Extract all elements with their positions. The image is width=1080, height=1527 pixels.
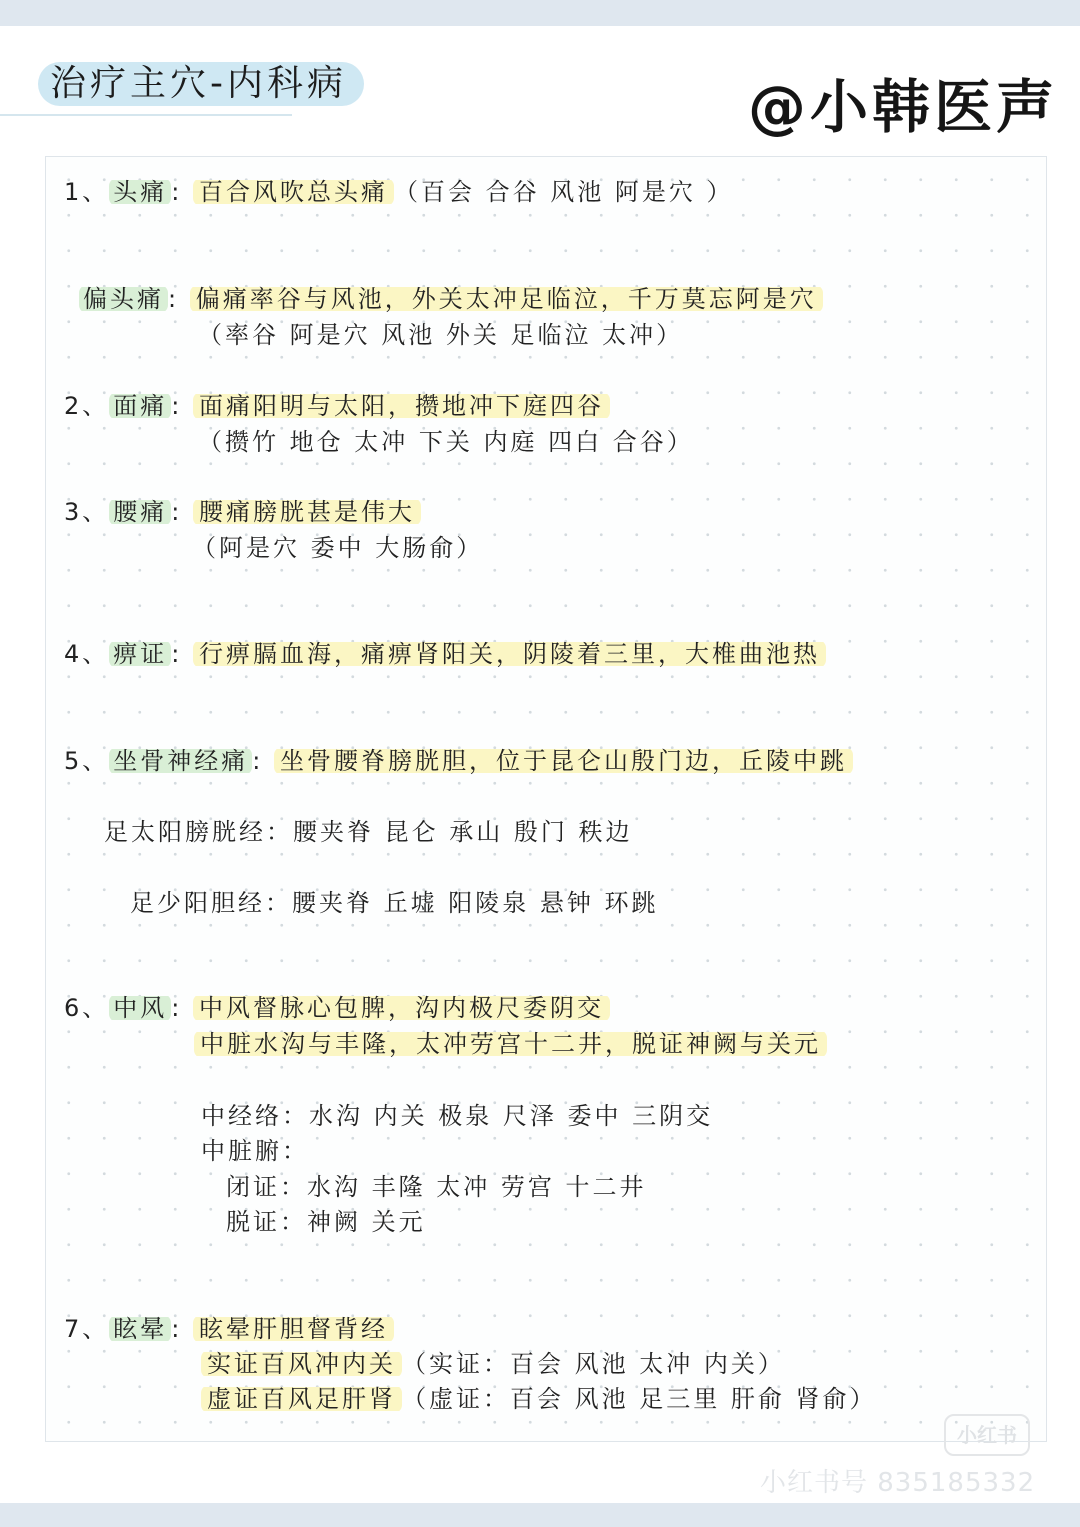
section-lumbago	[64, 495, 421, 529]
title-block	[38, 58, 347, 110]
condition-name: 面痛	[109, 392, 171, 420]
mnemonic-line	[201, 1382, 877, 1416]
mnemonic: 实证百风冲内关	[201, 1350, 402, 1378]
dotted-note-paper	[45, 156, 1047, 1442]
colon: :	[171, 1315, 183, 1343]
top-band	[0, 0, 1080, 26]
colon: :	[171, 640, 183, 668]
section-facial-pain	[64, 389, 610, 423]
mnemonic: 眩晕肝胆督背经	[193, 1315, 394, 1343]
mnemonic: 百合风吹总头痛	[193, 178, 394, 206]
acupoints: （虚证：百会 风池 足三里 肝俞 肾俞）	[402, 1385, 877, 1413]
acupoints: （实证：百会 风池 太冲 内关）	[402, 1350, 785, 1378]
page-title: 治疗主穴-内科病	[50, 63, 347, 104]
mnemonic: 行痹膈血海，痛痹肾阳关，阴陵着三里，大椎曲池热	[193, 640, 826, 668]
section-headache	[64, 175, 734, 209]
colon: :	[171, 392, 183, 420]
colon: :	[168, 285, 180, 313]
section-number: 6、	[64, 994, 110, 1022]
meridian-line: 足少阳胆经：腰夹脊 丘墟 阳陵泉 悬钟 环跳	[130, 889, 659, 917]
sub-line: 闭证：水沟 丰隆 太冲 劳宫 十二井	[226, 1173, 647, 1201]
mnemonic: 中风督脉心包脾，沟内极尺委阴交	[193, 994, 610, 1022]
colon: :	[171, 498, 183, 526]
condition-name: 坐骨神经痛	[109, 747, 252, 775]
sub-line: 中经络：水沟 内关 极泉 尺泽 委中 三阴交	[201, 1102, 714, 1130]
watermark-logo: 小红书	[944, 1414, 1030, 1456]
section-bi-syndrome	[64, 637, 826, 671]
acupoints: （阿是穴 委中 大肠俞）	[192, 534, 484, 562]
mnemonic: 虚证百风足肝肾	[201, 1385, 402, 1413]
section-number: 5、	[64, 747, 110, 775]
watermark-id: 小红书号 835185332	[760, 1468, 1036, 1498]
mnemonic: 面痛阳明与太阳，攒地冲下庭四谷	[193, 392, 610, 420]
acupoints: （百会 合谷 风池 阿是穴 ）	[394, 178, 734, 206]
mnemonic-line	[201, 1347, 785, 1381]
sub-line: 中脏腑：	[201, 1137, 309, 1165]
colon: :	[171, 994, 183, 1022]
condition-name: 痹证	[109, 640, 171, 668]
section-number: 7、	[64, 1315, 110, 1343]
section-vertigo	[64, 1312, 394, 1346]
condition-name: 中风	[109, 994, 171, 1022]
mnemonic-line	[194, 1027, 827, 1061]
mnemonic: 腰痛膀胱甚是伟大	[193, 498, 421, 526]
section-number: 4、	[64, 640, 110, 668]
section-number: 2、	[64, 392, 110, 420]
meridian-line: 足太阳膀胱经：腰夹脊 昆仑 承山 殷门 秩边	[104, 818, 633, 846]
colon: :	[171, 178, 183, 206]
acupoints: （率谷 阿是穴 风池 外关 足临泣 太冲）	[198, 321, 684, 349]
condition-name: 头痛	[109, 178, 171, 206]
mnemonic: 中脏水沟与丰隆，太冲劳宫十二井，脱证神阙与关元	[194, 1030, 827, 1058]
section-stroke	[64, 991, 610, 1025]
section-number: 1、	[64, 178, 110, 206]
mnemonic: 坐骨腰脊膀胱胆，位于昆仑山殷门边，丘陵中跳	[274, 747, 853, 775]
mnemonic: 偏痛率谷与风池，外关太冲足临泣，千万莫忘阿是穴	[190, 285, 823, 313]
title-underline	[0, 114, 292, 116]
bottom-band	[0, 1503, 1080, 1527]
condition-name: 眩晕	[109, 1315, 171, 1343]
acupoints: （攒竹 地仓 太冲 下关 内庭 四白 合谷）	[198, 428, 694, 456]
sub-line: 脱证：神阙 关元	[226, 1208, 426, 1236]
condition-name: 腰痛	[109, 498, 171, 526]
section-number: 3、	[64, 498, 110, 526]
condition-name: 偏头痛	[79, 285, 168, 313]
author-handle: @小韩医声	[747, 73, 1058, 141]
section-migraine	[79, 282, 823, 316]
colon: :	[252, 747, 264, 775]
section-sciatica	[64, 744, 853, 778]
